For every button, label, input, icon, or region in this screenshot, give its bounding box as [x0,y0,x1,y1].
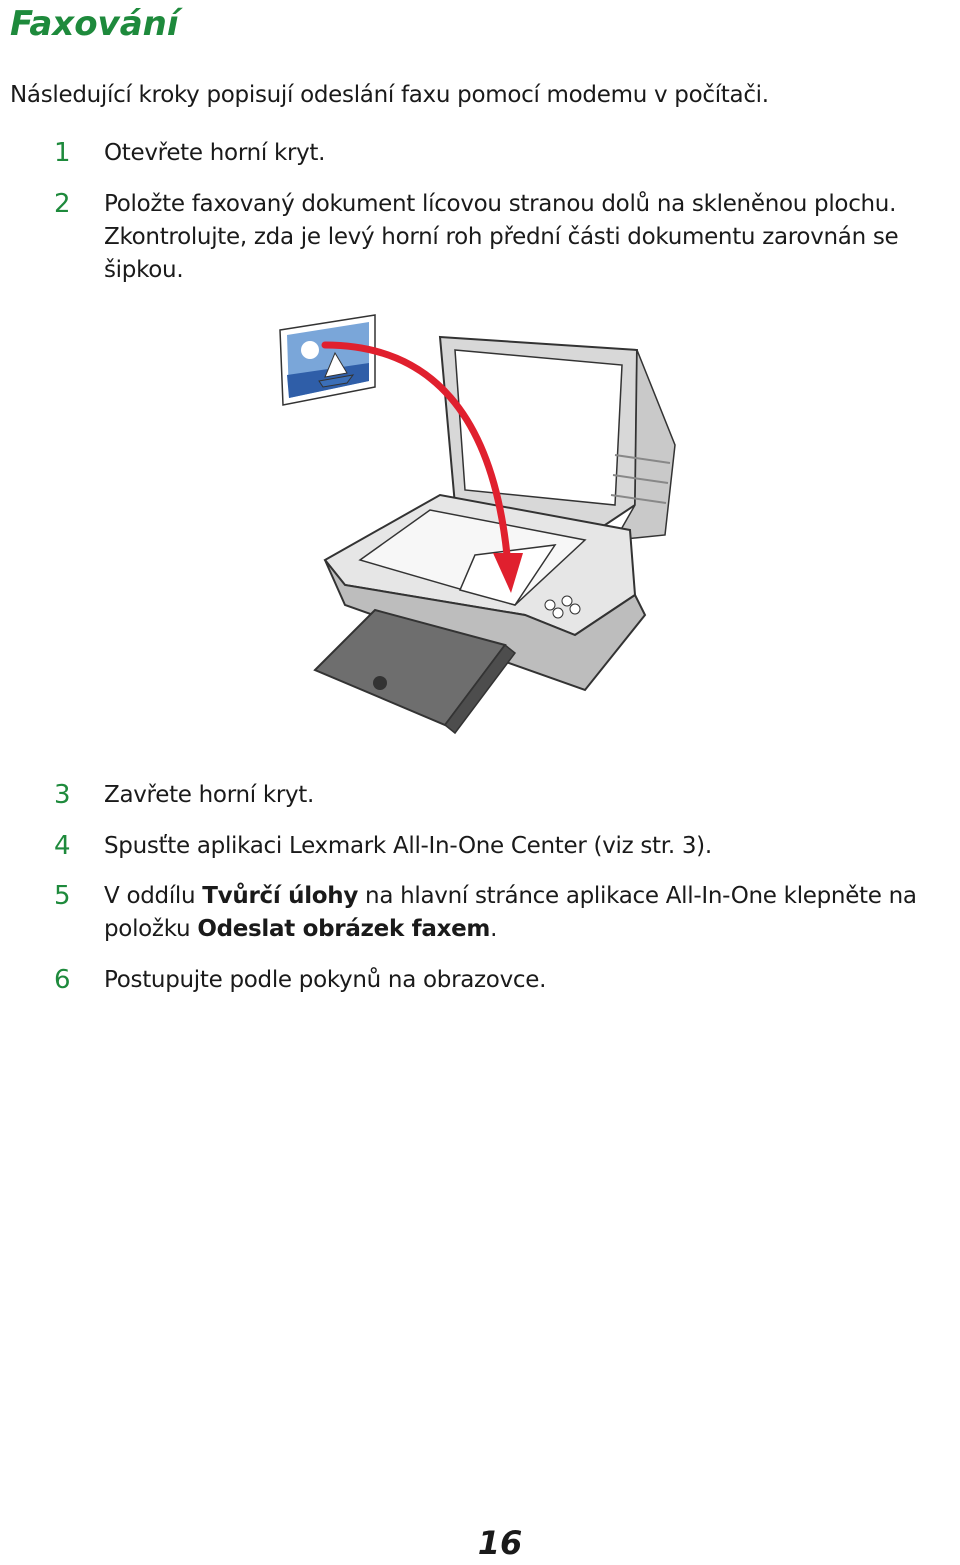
photo-image [280,315,375,405]
step-number: 3 [54,780,71,810]
step-text: Postupujte podle pokynů na obrazovce. [104,967,547,993]
step-3 [54,779,960,812]
intro-text: Následující kroky popisují odeslání faxu pomocí modemu v počítači. [10,82,769,108]
step-6 [54,964,960,997]
step-number: 1 [54,138,71,168]
scanner-illustration [275,305,695,735]
step-text-line-1: Položte faxovaný dokument lícovou stranou dolů na skleněnou plochu. [104,191,897,217]
step-text-line-2: položku Odeslat obrázek faxem. [104,916,498,942]
step-text-line-1: V oddílu Tvůrčí úlohy na hlavní stránce aplikace All-In-One klepněte na [104,883,917,909]
step-number: 4 [54,831,71,861]
page-number: 16 [477,1524,523,1562]
step-text-line-2: Zkontrolujte, zda je levý horní roh přední části dokumentu zarovnán se [104,224,899,250]
step-number: 5 [54,881,71,911]
step-5 [54,880,960,946]
bold-term: Tvůrčí úlohy [202,883,359,909]
bold-term: Odeslat obrázek faxem [197,916,491,942]
step-text: Spusťte aplikaci Lexmark All-In-One Center (viz str. 3). [104,833,712,859]
step-text: Otevřete horní kryt. [104,140,326,166]
step-1 [54,137,960,170]
step-2 [54,188,960,287]
step-4 [54,830,960,863]
step-number: 2 [54,189,71,219]
step-text-line-3: šipkou. [104,257,184,283]
step-text: Zavřete horní kryt. [104,782,315,808]
step-number: 6 [54,965,71,995]
page-title: Faxování [10,4,179,44]
